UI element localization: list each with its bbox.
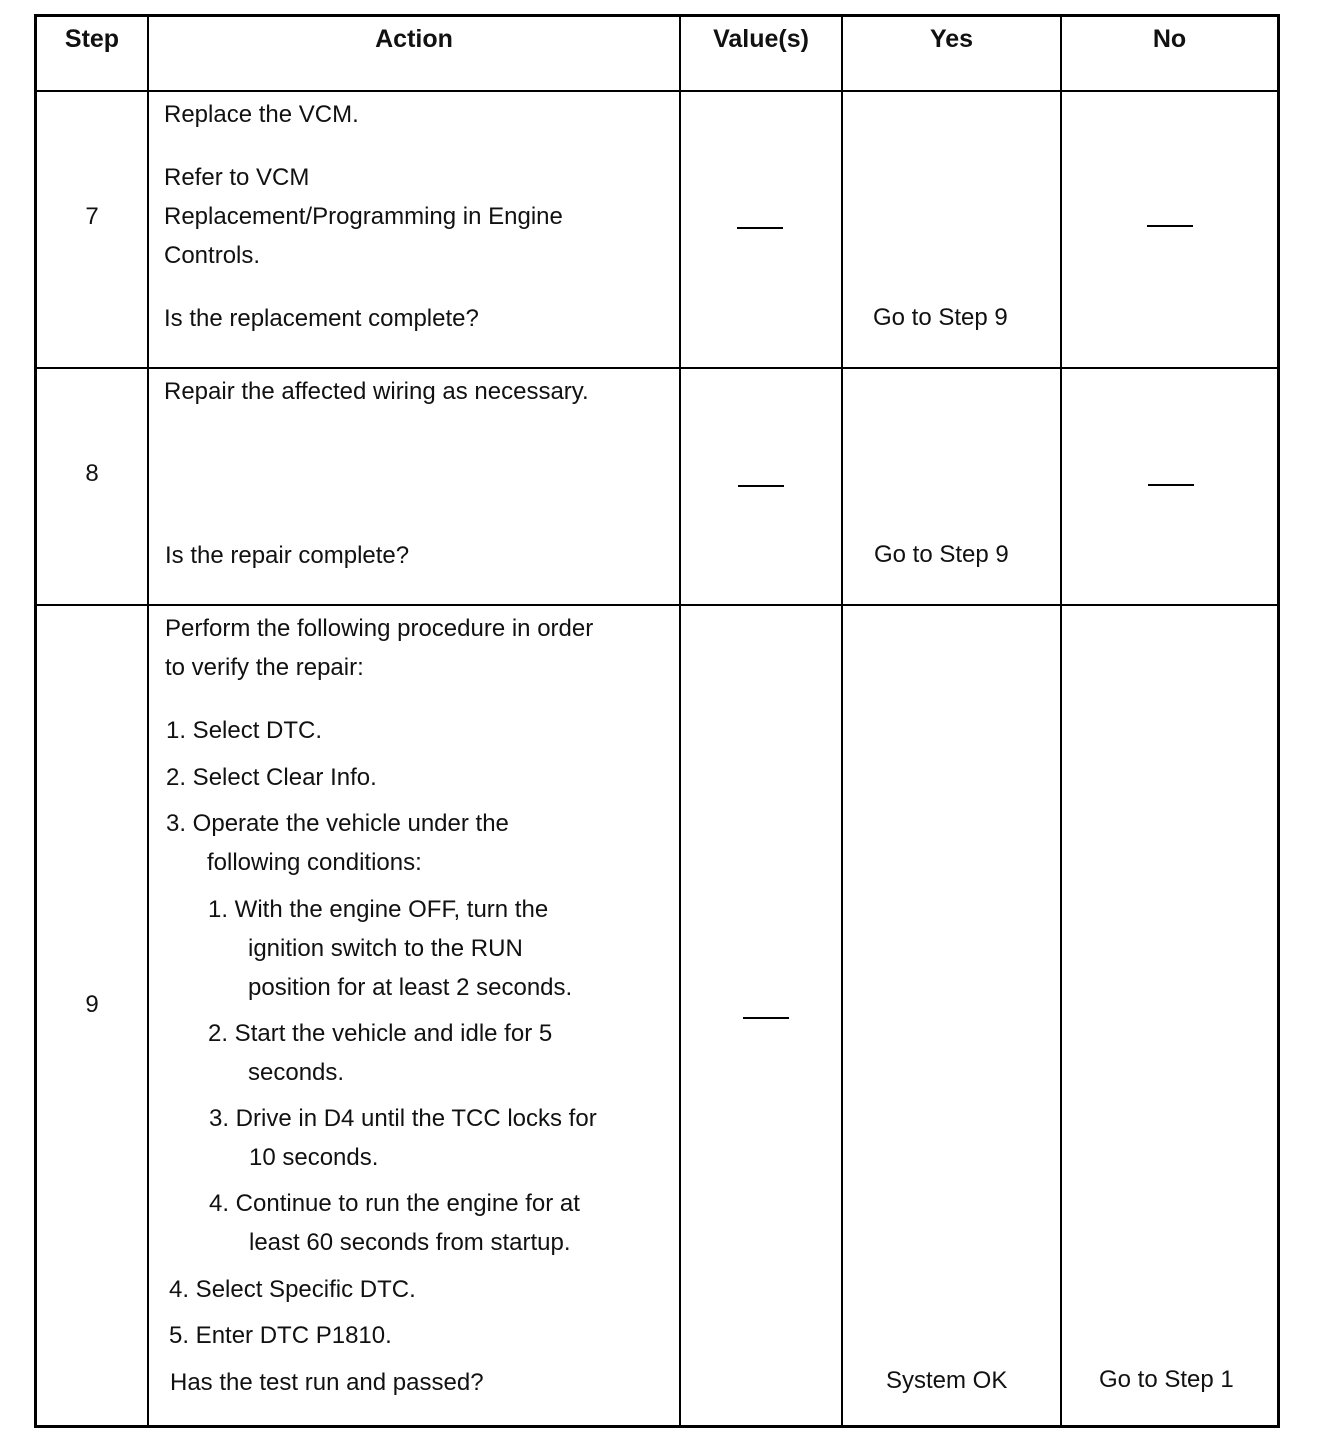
row-divider-7-8 bbox=[37, 367, 1277, 369]
no-empty-dash bbox=[1147, 225, 1193, 227]
step-number-7: 7 bbox=[85, 203, 99, 230]
procedure-substep: ignition switch to the RUN bbox=[248, 935, 523, 962]
header-step: Step bbox=[64, 25, 120, 53]
procedure-substep: 3. Drive in D4 until the TCC locks for bbox=[209, 1105, 597, 1132]
procedure-step: 3. Operate the vehicle under the bbox=[166, 810, 509, 837]
procedure-step: 2. Select Clear Info. bbox=[166, 764, 377, 791]
value-empty-dash bbox=[743, 1017, 789, 1019]
step-number-8: 8 bbox=[85, 460, 99, 487]
action-text: Repair the affected wiring as necessary. bbox=[164, 378, 589, 405]
yes-result: Go to Step 9 bbox=[874, 541, 1009, 568]
procedure-substep: least 60 seconds from startup. bbox=[249, 1229, 571, 1256]
value-empty-dash bbox=[737, 227, 783, 229]
col-divider-action bbox=[679, 17, 681, 1425]
procedure-step: 4. Select Specific DTC. bbox=[169, 1276, 416, 1303]
header-no: No bbox=[1152, 25, 1187, 53]
procedure-step: 1. Select DTC. bbox=[166, 717, 323, 744]
header-divider bbox=[37, 90, 1277, 92]
action-text: Refer to VCM bbox=[164, 164, 310, 191]
step-number-9: 9 bbox=[85, 991, 99, 1018]
action-text: Perform the following procedure in order bbox=[165, 615, 594, 642]
action-text: Replacement/Programming in Engine bbox=[164, 203, 563, 230]
procedure-substep: position for at least 2 seconds. bbox=[248, 974, 573, 1001]
procedure-substep: 10 seconds. bbox=[249, 1144, 379, 1171]
no-empty-dash bbox=[1148, 484, 1194, 486]
value-empty-dash bbox=[738, 485, 784, 487]
action-question: Is the replacement complete? bbox=[164, 305, 479, 332]
diagnostic-table bbox=[34, 14, 1280, 1428]
no-result: Go to Step 1 bbox=[1099, 1366, 1234, 1393]
procedure-substep: 2. Start the vehicle and idle for 5 bbox=[208, 1020, 553, 1047]
header-action: Action bbox=[375, 25, 453, 53]
col-divider-step bbox=[147, 17, 149, 1425]
action-text: Controls. bbox=[164, 242, 261, 269]
row-divider-8-9 bbox=[37, 604, 1277, 606]
procedure-substep: 1. With the engine OFF, turn the bbox=[208, 896, 549, 923]
procedure-step: 5. Enter DTC P1810. bbox=[169, 1322, 392, 1349]
yes-result: Go to Step 9 bbox=[873, 304, 1008, 331]
action-question: Is the repair complete? bbox=[165, 542, 410, 569]
action-text: to verify the repair: bbox=[165, 654, 364, 681]
action-text: Replace the VCM. bbox=[164, 101, 359, 128]
procedure-substep: 4. Continue to run the engine for at bbox=[209, 1190, 580, 1217]
procedure-step: following conditions: bbox=[207, 849, 422, 876]
col-divider-yes bbox=[1060, 17, 1062, 1425]
header-yes: Yes bbox=[929, 25, 974, 53]
col-divider-values bbox=[841, 17, 843, 1425]
procedure-substep: seconds. bbox=[248, 1059, 345, 1086]
action-question: Has the test run and passed? bbox=[170, 1369, 484, 1396]
yes-result: System OK bbox=[886, 1367, 1008, 1394]
header-values: Value(s) bbox=[713, 25, 809, 53]
